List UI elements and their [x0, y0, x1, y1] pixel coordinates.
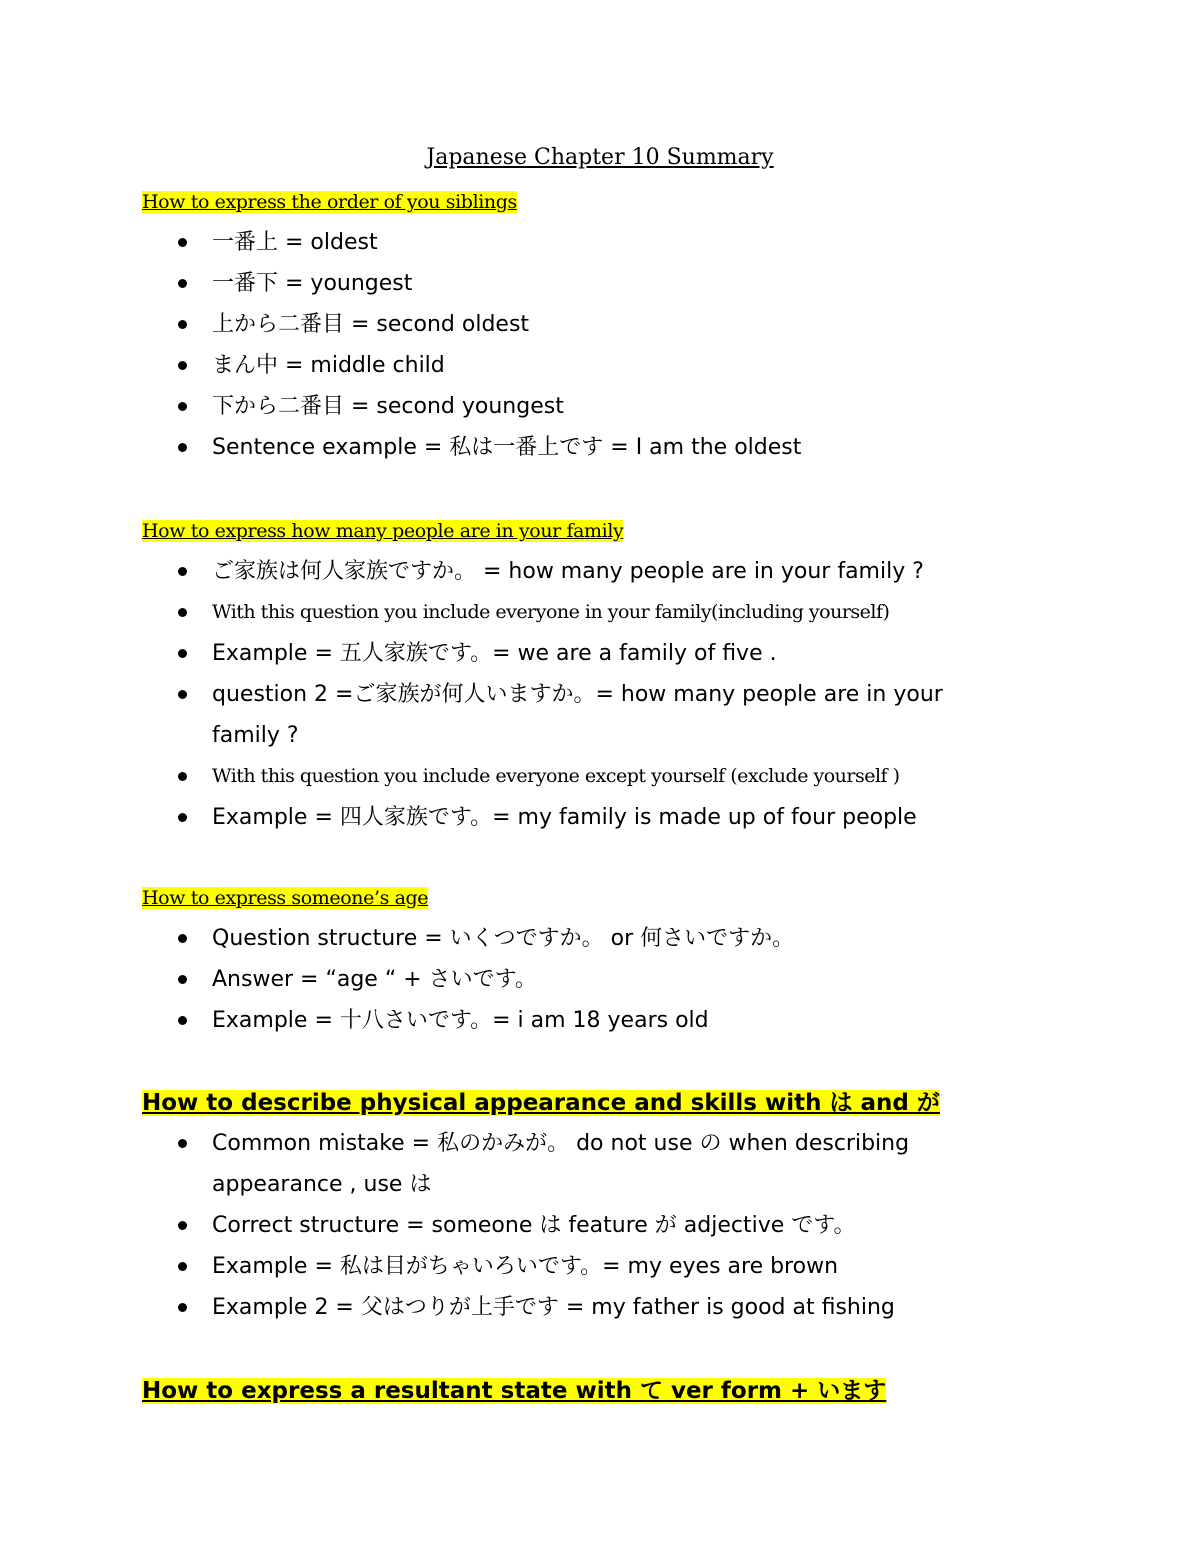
list-item: Example = 十八さいです。= i am 18 years old	[0, 1000, 1200, 1041]
bullet-icon	[178, 320, 187, 329]
list-item: 上から二番目 = second oldest	[0, 304, 1200, 345]
bullet-icon	[178, 1016, 187, 1025]
heading-text: How to describe physical appearance and skills with は and が	[142, 1090, 940, 1116]
bullet-icon	[178, 975, 187, 984]
bullet-icon	[178, 1303, 187, 1312]
list-item: Answer = “age “ + さいです。	[0, 959, 1200, 1000]
bullet-icon	[178, 1262, 187, 1271]
list-item: question 2 =ご家族が何人いますか。= how many people are in your family ?	[0, 674, 1012, 756]
siblings-list	[0, 222, 1200, 468]
bullet-icon	[178, 443, 187, 452]
list-item: 一番下 = youngest	[0, 263, 1200, 304]
list-item: Example = 四人家族です。= my family is made up of four people	[0, 797, 1200, 838]
section-heading-family-size	[142, 518, 623, 544]
list-item: Example = 私は目がちゃいろいです。= my eyes are brown	[0, 1246, 1200, 1287]
list-item: Correct structure = someone は feature が adjective です。	[0, 1205, 1200, 1246]
bullet-icon	[178, 690, 187, 699]
list-item: Sentence example = 私は一番上です = I am the oldest	[0, 427, 1200, 468]
bullet-icon	[178, 361, 187, 370]
age-list	[0, 918, 1200, 1041]
list-item: With this question you include everyone except yourself (exclude yourself )	[0, 756, 1200, 797]
bullet-icon	[178, 238, 187, 247]
list-item: 下から二番目 = second youngest	[0, 386, 1200, 427]
list-item: With this question you include everyone in your family(including yourself)	[0, 592, 1200, 633]
section-heading-age	[142, 885, 428, 911]
section-heading-appearance	[142, 1088, 940, 1118]
list-item: Example 2 = 父はつりが上手です = my father is good at fishing	[0, 1287, 1200, 1328]
heading-text: How to express the order of you siblings	[142, 191, 517, 213]
appearance-list	[0, 1123, 1200, 1328]
list-item: まん中 = middle child	[0, 345, 1200, 386]
bullet-icon	[178, 813, 187, 822]
heading-text: How to express someone’s age	[142, 887, 429, 909]
heading-text: How to express how many people are in your family	[142, 520, 624, 542]
bullet-icon	[178, 1221, 187, 1230]
bullet-icon	[178, 1139, 187, 1148]
list-item: Question structure = いくつですか。 or 何さいですか。	[0, 918, 1200, 959]
bullet-icon	[178, 567, 187, 576]
list-item: ご家族は何人家族ですか。 = how many people are in your family ?	[0, 551, 1200, 592]
family-size-list	[0, 551, 1200, 838]
section-heading-siblings	[142, 189, 517, 215]
page-title: Japanese Chapter 10 Summary	[426, 145, 774, 170]
section-heading-resultant-state	[142, 1376, 886, 1406]
bullet-icon	[178, 649, 187, 658]
list-item: Common mistake = 私のかみが。 do not use の when describing appearance , use は	[0, 1123, 1012, 1205]
bullet-icon	[178, 772, 187, 781]
bullet-icon	[178, 608, 187, 617]
list-item: 一番上 = oldest	[0, 222, 1200, 263]
heading-text: How to express a resultant state with て ver form + います	[142, 1378, 887, 1404]
bullet-icon	[178, 279, 187, 288]
bullet-icon	[178, 402, 187, 411]
list-item: Example = 五人家族です。= we are a family of five .	[0, 633, 1200, 674]
bullet-icon	[178, 934, 187, 943]
